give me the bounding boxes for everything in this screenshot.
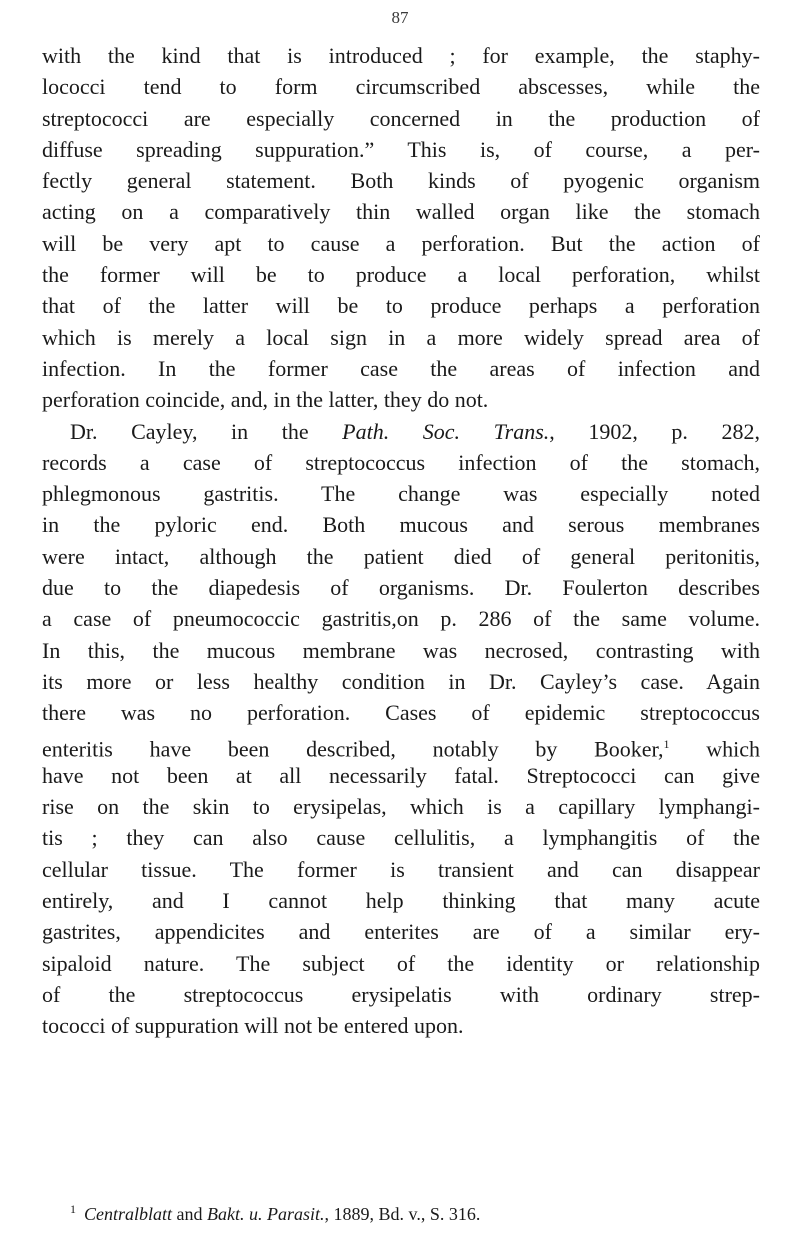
text-line: with the kind that is introduced ; for example, the staphy- [42, 43, 760, 68]
text-line: its more or less healthy condition in Dr. Cayley’s case. Again [42, 668, 760, 694]
text-line: tococci of suppuration will not be entered upon. [42, 1013, 464, 1039]
footnote-text: and [172, 1204, 208, 1224]
text-line: In this, the mucous membrane was necrosed, contrasting with [42, 637, 760, 663]
footnote-text: , 1889, Bd. v., S. 316. [324, 1204, 481, 1224]
text-line: lococci tend to form circumscribed abscesses, while the [42, 74, 760, 100]
text-fragment: enteritis have been described, notably by Booker, [42, 735, 664, 761]
footnote-reference: 1 [663, 736, 670, 751]
text-line-footnote-ref [42, 729, 760, 760]
text-line: were intact, although the patient died of general peritonitis, [42, 543, 760, 569]
text-fragment: , 1902, p. 282, [549, 418, 760, 444]
text-line: will be very apt to cause a perforation. But the action of [42, 230, 760, 256]
text-line: there was no perforation. Cases of epidemic streptococcus [42, 700, 760, 726]
footnote-mark: 1 [70, 1202, 76, 1216]
body-text [42, 40, 760, 1042]
text-line: tis ; they can also cause cellulitis, a lymphangitis of the [42, 825, 760, 851]
text-line: records a case of streptococcus infection of the stomach, [42, 449, 760, 475]
text-line: entirely, and I cannot help thinking that many acute [42, 888, 760, 914]
text-line: phlegmonous gastritis. The change was especially noted [42, 481, 760, 507]
text-line: diffuse spreading suppuration.” This is, of course, a per- [42, 136, 760, 162]
footnote-journal: Centralblatt [84, 1204, 173, 1224]
text-line: cellular tissue. The former is transient and can disappear [42, 856, 760, 882]
journal-title: Path. Soc. Trans. [342, 418, 550, 444]
text-line: streptococci are especially concerned in the production of [42, 105, 760, 131]
text-line: a case of pneumococcic gastritis,on p. 286 of the same volume. [42, 606, 760, 632]
footnote [70, 1197, 760, 1226]
text-line: which is merely a local sign in a more widely spread area of [42, 324, 760, 350]
text-line: due to the diapedesis of organisms. Dr. Foulerton describes [42, 575, 760, 601]
text-line: of the streptococcus erysipelatis with ordinary strep- [42, 981, 760, 1007]
text-line: rise on the skin to erysipelas, which is a capillary lymphangi- [42, 794, 760, 820]
text-line: in the pyloric end. Both mucous and serous membranes [42, 512, 760, 538]
text-line: the former will be to produce a local perforation, whilst [42, 262, 760, 288]
text-fragment: which [669, 735, 760, 761]
text-line: acting on a comparatively thin walled organ like the stomach [42, 199, 760, 225]
text-line: perforation coincide, and, in the latter, they do not. [42, 387, 489, 413]
text-line: infection. In the former case the areas of infection and [42, 355, 760, 381]
page-number: 87 [391, 8, 409, 27]
text-fragment: Dr. Cayley, in the [70, 418, 343, 444]
text-line-citation [42, 416, 760, 447]
text-line: have not been at all necessarily fatal. Streptococci can give [42, 762, 760, 788]
footnote-journal: Bakt. u. Parasit. [207, 1204, 325, 1224]
text-line: fectly general statement. Both kinds of pyogenic organism [42, 168, 760, 194]
text-line: sipaloid nature. The subject of the identity or relationship [42, 950, 760, 976]
text-line: that of the latter will be to produce perhaps a perforation [42, 293, 760, 319]
text-line: gastrites, appendicites and enterites are of a similar ery- [42, 919, 760, 945]
